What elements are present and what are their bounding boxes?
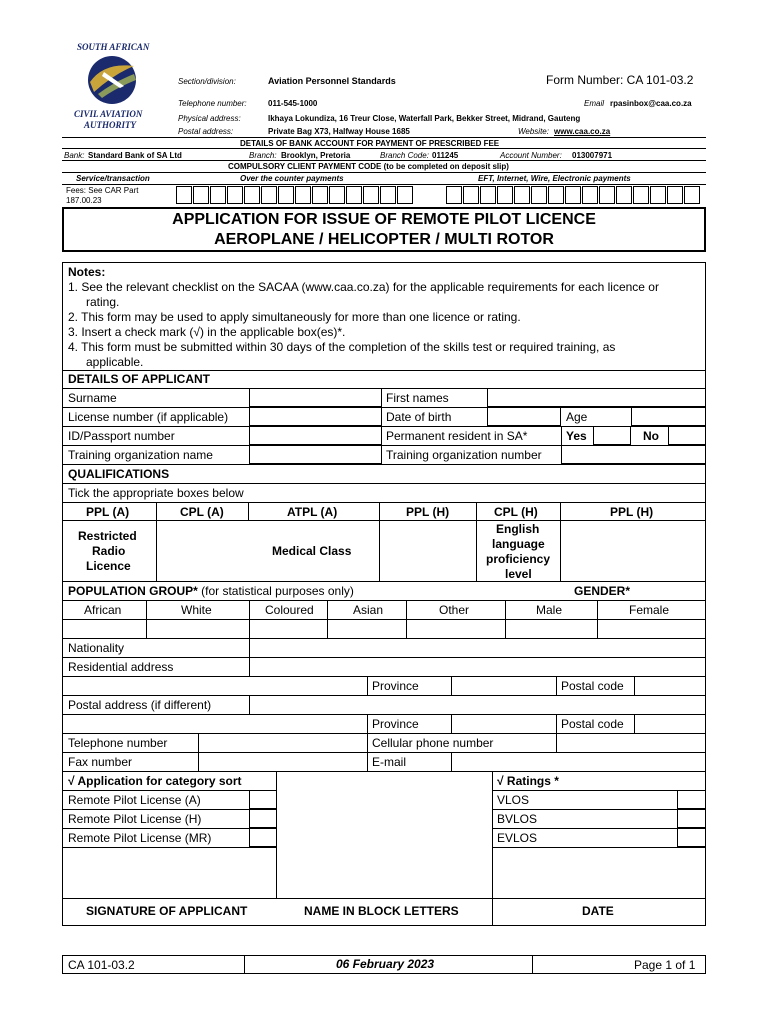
payment-code-boxes-eft[interactable] [446,186,704,204]
male-checkbox[interactable] [506,620,596,638]
eft-label: EFT, Internet, Wire, Electronic payments [478,174,631,183]
phys-value: Ikhaya Lokundiza, 16 Treur Close, Waterfall Park, Bekker Street, Midrand, Gauteng [268,114,581,123]
white-label: White [181,603,212,617]
gender-heading: GENDER* [574,584,631,598]
asian-checkbox[interactable] [328,620,405,638]
english-level-field[interactable] [561,521,706,581]
note-3: 3. Insert a check mark (√) in the applicable box(es)*. [68,325,346,339]
fees-line-1: Fees: See CAR Part [66,186,139,195]
population-heading [68,584,354,598]
email-label: Email [584,99,605,108]
form-number: Form Number: CA 101-03.2 [546,73,694,87]
counter-label: Over the counter payments [240,174,344,183]
restricted-label-2: Radio [92,544,126,558]
training-org-name-label: Training organization name [68,448,213,462]
evlos-label: EVLOS [497,831,538,845]
ratings-heading: √ Ratings * [497,774,559,788]
applicant-heading: DETAILS OF APPLICANT [68,372,210,386]
note-4: 4. This form must be submitted within 30 days of the completion of the skills test or required training, as [68,340,616,354]
payment-code-boxes-counter[interactable] [176,186,432,204]
name-block-field[interactable] [278,772,491,898]
license-number-label: License number (if applicable) [68,410,229,424]
section-label: Section/division: [178,77,236,86]
date-label: DATE [582,904,614,918]
nationality-field[interactable] [250,639,705,657]
dob-field[interactable] [487,407,561,426]
service-label: Service/transaction [76,174,150,183]
english-label-4: level [505,567,532,581]
category-a-checkbox[interactable] [249,790,277,809]
african-label: African [84,603,122,617]
coloured-checkbox[interactable] [250,620,326,638]
postal-code-1-field[interactable] [635,677,705,695]
population-heading-note: (for statistical purposes only) [197,584,354,598]
account-label: Account Number: [500,151,562,160]
asian-label: Asian [353,603,384,617]
qualifications-instruction: Tick the appropriate boxes below [68,486,244,500]
category-h-checkbox[interactable] [249,809,277,828]
telephone-label: Telephone number [68,736,168,750]
category-h-label: Remote Pilot License (H) [68,812,202,826]
other-checkbox[interactable] [407,620,504,638]
postal-address-field[interactable] [250,696,705,714]
training-org-name-field[interactable] [249,445,382,464]
province-1-label: Province [372,679,419,693]
resident-yes-label: Yes [566,429,587,443]
id-passport-label: ID/Passport number [68,429,175,443]
bank-details-title: DETAILS OF BANK ACCOUNT FOR PAYMENT OF PRESCRIBED FEE [240,139,500,148]
english-label-2: language [492,537,545,551]
bank-label: Bank: [64,151,85,160]
residential-line-2[interactable] [63,677,366,695]
training-org-number-label: Training organization number [386,448,542,462]
note-4b: applicable. [86,355,144,369]
female-checkbox[interactable] [598,620,705,638]
bvlos-label: BVLOS [497,812,538,826]
website-value[interactable]: www.caa.co.za [554,127,611,136]
branch-code-value: 011245 [432,151,459,160]
restricted-label-3: Licence [86,559,131,573]
note-1: 1. See the relevant checklist on the SACAA (www.caa.co.za) for the applicable requirements for each licence or [68,280,659,294]
footer-form-number: CA 101-03.2 [68,958,135,972]
telephone-field[interactable] [199,734,366,752]
female-label: Female [629,603,670,617]
vlos-checkbox[interactable] [677,790,706,809]
logo-bottom-text-1: CIVIL AVIATION [74,109,143,119]
title-line-2: AEROPLANE / HELICOPTER / MULTI ROTOR [214,231,554,248]
footer-page: Page 1 of 1 [634,958,696,972]
training-org-number-field[interactable] [561,445,706,464]
restricted-label-1: Restricted [78,529,137,543]
surname-field[interactable] [249,388,382,407]
dob-label: Date of birth [386,410,452,424]
resident-no-label: No [643,429,659,443]
date-field[interactable] [494,848,705,898]
residential-field[interactable] [250,658,705,676]
medical-class-field[interactable] [380,521,475,581]
resident-yes-checkbox[interactable] [593,426,631,445]
caa-logo [62,40,162,135]
white-checkbox[interactable] [147,620,248,638]
resident-no-checkbox[interactable] [668,426,706,445]
other-label: Other [439,603,470,617]
notes-heading: Notes: [68,265,106,279]
english-label-3: proficiency [486,552,551,566]
province-2-field[interactable] [452,715,555,733]
first-names-label: First names [386,391,449,405]
male-label: Male [536,603,563,617]
qualifications-heading: QUALIFICATIONS [68,467,170,481]
postal-label: Postal address: [178,127,234,136]
phys-label: Physical address: [178,114,241,123]
province-1-field[interactable] [452,677,555,695]
branch-code-label: Branch Code: [380,151,429,160]
email-field[interactable] [452,753,705,771]
age-field[interactable] [631,407,706,426]
title-line-1: APPLICATION FOR ISSUE OF REMOTE PILOT LICENCE [172,211,596,228]
ppl-h2-header: PPL (H) [610,505,654,519]
postal-line-2[interactable] [63,715,366,733]
evlos-checkbox[interactable] [677,828,706,847]
account-value: 013007971 [572,151,613,160]
surname-label: Surname [68,391,117,405]
tel-label: Telephone number: [178,99,247,108]
tel-value: 011-545-1000 [268,99,318,108]
website-label: Website: [518,127,549,136]
signature-label: SIGNATURE OF APPLICANT [86,904,248,918]
english-label-1: English [496,522,540,536]
branch-label: Branch: [249,151,277,160]
province-2-label: Province [372,717,419,731]
branch-value: Brooklyn, Pretoria [281,151,351,160]
vlos-label: VLOS [497,793,530,807]
footer-date: 06 February 2023 [336,957,435,971]
email-value: rpasinbox@caa.co.za [610,99,692,108]
age-label: Age [566,410,588,424]
category-mr-label: Remote Pilot License (MR) [68,831,212,845]
payment-code-title: COMPULSORY CLIENT PAYMENT CODE (to be completed on deposit slip) [228,162,509,171]
african-checkbox[interactable] [63,620,145,638]
permanent-resident-label: Permanent resident in SA* [386,429,528,443]
category-heading: √ Application for category sort [68,774,242,788]
logo-emblem-icon [84,52,140,108]
fees-line-2: 187.00.23 [66,196,102,205]
residential-label: Residential address [68,660,174,674]
postal-address-label: Postal address (if different) [68,698,212,712]
logo-bottom-text-2: AUTHORITY [84,120,137,130]
category-mr-checkbox[interactable] [249,828,277,847]
license-number-field[interactable] [249,407,382,426]
coloured-label: Coloured [265,603,314,617]
bank-value: Standard Bank of SA Ltd [88,151,182,160]
bvlos-checkbox[interactable] [677,809,706,828]
logo-top-text: SOUTH AFRICAN [77,42,150,52]
ppl-a-header: PPL (A) [86,505,130,519]
title-box [62,207,706,252]
nationality-label: Nationality [68,641,125,655]
atpl-a-header: ATPL (A) [287,505,338,519]
postal-value: Private Bag X73, Halfway House 1685 [268,127,410,136]
medical-class-label: Medical Class [272,544,352,558]
cellular-label: Cellular phone number [372,736,494,750]
signature-field[interactable] [63,848,275,898]
name-block-label: NAME IN BLOCK LETTERS [304,904,459,918]
email-field-label: E-mail [372,755,407,769]
postal-code-1-label: Postal code [561,679,624,693]
id-passport-field[interactable] [249,426,382,445]
category-a-label: Remote Pilot License (A) [68,793,201,807]
first-names-field[interactable] [487,388,706,407]
section-value: Aviation Personnel Standards [268,76,396,86]
note-1b: rating. [86,295,120,309]
fax-field[interactable] [199,753,366,771]
population-heading-bold: POPULATION GROUP* [68,584,198,598]
fax-label: Fax number [68,755,133,769]
postal-code-2-label: Postal code [561,717,624,731]
postal-code-2-field[interactable] [635,715,705,733]
cpl-a-header: CPL (A) [180,505,224,519]
cellular-field[interactable] [557,734,705,752]
note-2: 2. This form may be used to apply simultaneously for more than one licence or rating. [68,310,521,324]
ppl-h-header: PPL (H) [406,505,450,519]
cpl-h-header: CPL (H) [494,505,538,519]
